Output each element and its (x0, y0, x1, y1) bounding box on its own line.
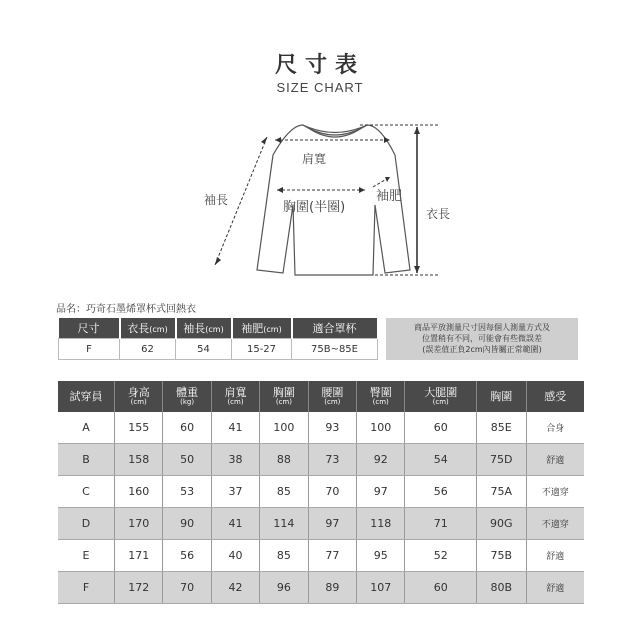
tryon-cell: 41 (211, 508, 259, 540)
tryon-header: 大腿圍 (cm) (405, 381, 477, 412)
sleeve-width-label: 袖肥 (376, 189, 403, 204)
tryon-cell: 90G (477, 508, 527, 540)
tryon-cell: 60 (163, 412, 211, 444)
table-row (58, 508, 584, 540)
tryon-cell: 77 (308, 540, 356, 572)
size-cell: 54 (176, 339, 232, 360)
tryon-cell: E (58, 540, 115, 572)
tryon-cell: 舒適 (526, 444, 584, 476)
tryon-header: 臀圍 (cm) (357, 381, 405, 412)
tryon-cell: 56 (163, 540, 211, 572)
tryon-cell: 172 (115, 572, 163, 604)
size-header-0: 尺寸 (59, 318, 120, 339)
tryon-cell: A (58, 412, 115, 444)
tryon-cell: 60 (405, 412, 477, 444)
tryon-cell: 不適穿 (526, 508, 584, 540)
tryon-cell: 75A (477, 476, 527, 508)
tryon-cell: 89 (308, 572, 356, 604)
tryon-cell: 158 (115, 444, 163, 476)
tryon-cell: 85 (260, 540, 308, 572)
notice-line: 商品平放測量尺寸因每個人測量方式及 (414, 323, 550, 332)
tryon-cell: 93 (308, 412, 356, 444)
tryon-cell: 85 (260, 476, 308, 508)
tryon-cell: F (58, 572, 115, 604)
tryon-header-row (58, 381, 584, 412)
tryon-cell: 50 (163, 444, 211, 476)
size-cell: F (59, 339, 120, 360)
notice-line: (誤差值正負2cm內皆屬正常範圍) (422, 345, 542, 354)
size-table (58, 318, 379, 360)
tryon-cell: 88 (260, 444, 308, 476)
tryon-cell: 97 (308, 508, 356, 540)
tryon-cell: 60 (405, 572, 477, 604)
measurement-notice (386, 318, 578, 360)
tryon-cell: B (58, 444, 115, 476)
tryon-header: 胸圍 (cm) (260, 381, 308, 412)
tryon-cell: 90 (163, 508, 211, 540)
tryon-header: 體重 (kg) (163, 381, 211, 412)
tryon-cell: 42 (211, 572, 259, 604)
page-subtitle: SIZE CHART (276, 80, 364, 95)
tryon-cell: 155 (115, 412, 163, 444)
tryon-header: 試穿員 (58, 381, 115, 412)
table-row (58, 444, 584, 476)
tryon-cell: 92 (357, 444, 405, 476)
tryon-cell: 95 (357, 540, 405, 572)
page-title: 尺寸表 (274, 53, 365, 78)
tryon-cell: 100 (260, 412, 308, 444)
size-header-1: 衣長(cm) (120, 318, 176, 339)
size-header-4: 適合罩杯 (292, 318, 378, 339)
sleeve-length-label: 袖長 (204, 193, 229, 207)
shoulder-label: 肩寬 (302, 152, 327, 166)
tryon-cell: 38 (211, 444, 259, 476)
tryon-cell: C (58, 476, 115, 508)
tryon-cell: 54 (405, 444, 477, 476)
tryon-cell: 171 (115, 540, 163, 572)
tryon-cell: 不適穿 (526, 476, 584, 508)
table-row (58, 540, 584, 572)
tryon-cell: 75B (477, 540, 527, 572)
tryon-cell: 170 (115, 508, 163, 540)
tryon-cell: 合身 (526, 412, 584, 444)
tryon-cell: 97 (357, 476, 405, 508)
tryon-cell: 160 (115, 476, 163, 508)
tryon-cell: 114 (260, 508, 308, 540)
size-header-2: 袖長(cm) (176, 318, 232, 339)
tryon-cell: 37 (211, 476, 259, 508)
tryon-cell: 96 (260, 572, 308, 604)
tryon-header: 肩寬 (cm) (211, 381, 259, 412)
tryon-header: 感受 (526, 381, 584, 412)
tryon-cell: 80B (477, 572, 527, 604)
tryon-header: 胸圍 (477, 381, 527, 412)
tryon-header: 腰圍 (cm) (308, 381, 356, 412)
tryon-cell: 73 (308, 444, 356, 476)
size-cell: 62 (120, 339, 176, 360)
notice-line: 位置稍有不同，可能會有些微誤差 (422, 334, 542, 343)
size-header-3: 袖肥(cm) (232, 318, 292, 339)
tryon-cell: 85E (477, 412, 527, 444)
tryon-cell: 53 (163, 476, 211, 508)
tryon-cell: 舒適 (526, 540, 584, 572)
size-cell: 75B~85E (292, 339, 378, 360)
tryon-cell: 40 (211, 540, 259, 572)
tryon-cell: 70 (163, 572, 211, 604)
tryon-cell: D (58, 508, 115, 540)
table-row (58, 412, 584, 444)
tryon-cell: 52 (405, 540, 477, 572)
size-cell: 15-27 (232, 339, 292, 360)
table-row (58, 476, 584, 508)
tryon-cell: 118 (357, 508, 405, 540)
tryon-cell: 107 (357, 572, 405, 604)
tryon-cell: 舒適 (526, 572, 584, 604)
length-label: 衣長 (426, 207, 451, 221)
tryon-cell: 100 (357, 412, 405, 444)
table-row (58, 572, 584, 604)
tryon-cell: 75D (477, 444, 527, 476)
tryon-cell: 70 (308, 476, 356, 508)
chest-label: 胸圍(半圈) (283, 200, 346, 215)
tryon-cell: 41 (211, 412, 259, 444)
tryon-header: 身高 (cm) (115, 381, 163, 412)
tryon-cell: 71 (405, 508, 477, 540)
tryon-cell: 56 (405, 476, 477, 508)
product-name: 品名：巧奇石墨烯罩杯式回熱衣 (56, 304, 196, 315)
tryon-table (58, 381, 584, 604)
